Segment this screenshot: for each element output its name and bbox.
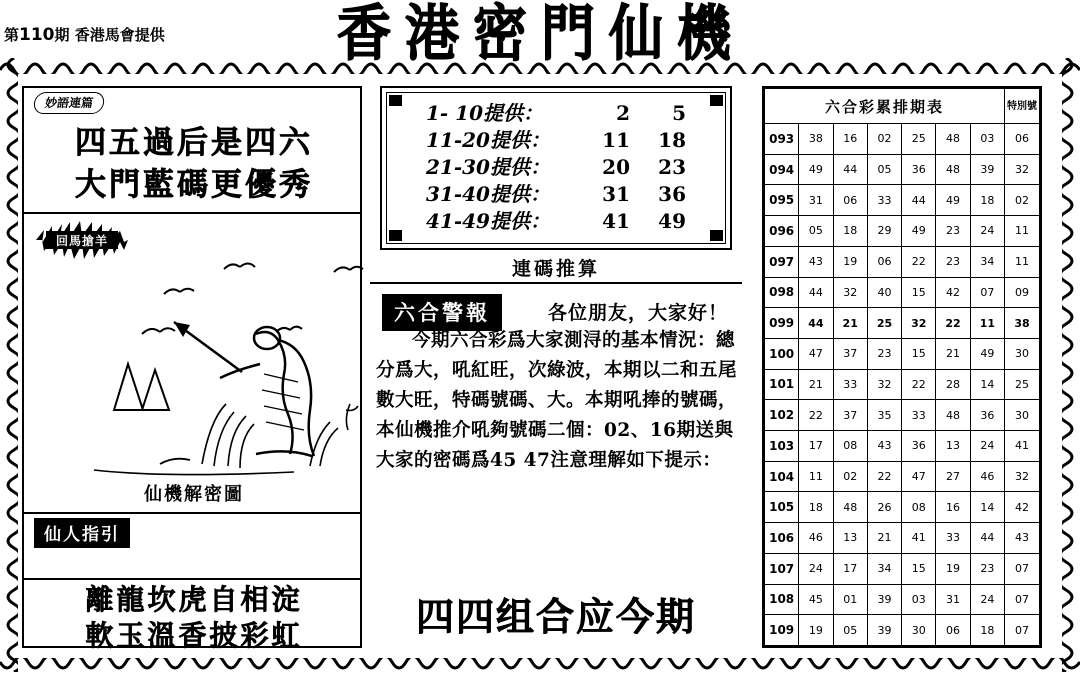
row-number-cell: 28 xyxy=(936,369,970,400)
row-number-cell: 45 xyxy=(799,584,833,615)
table-special-header: 特別號 xyxy=(1005,89,1040,124)
row-special-number: 02 xyxy=(1005,185,1040,216)
row-number-cell: 44 xyxy=(799,277,833,308)
row-special-number: 32 xyxy=(1005,461,1040,492)
row-number-cell: 02 xyxy=(833,461,867,492)
row-number-cell: 42 xyxy=(936,277,970,308)
border-wave-right xyxy=(1062,58,1078,672)
row-number-cell: 31 xyxy=(936,584,970,615)
row-number-cell: 08 xyxy=(833,431,867,462)
row-number-cell: 06 xyxy=(936,615,970,646)
wave-top-svg xyxy=(0,58,1080,74)
starburst-label: 回馬搶羊 xyxy=(55,233,108,248)
row-special-number: 38 xyxy=(1005,308,1040,339)
range-value-2: 5 xyxy=(672,101,686,125)
range-value-1: 11 xyxy=(602,128,630,152)
wave-left-svg xyxy=(2,58,18,672)
row-number-cell: 37 xyxy=(833,338,867,369)
row-number-cell: 22 xyxy=(799,400,833,431)
issue-prefix: 第 xyxy=(4,26,20,44)
row-number-cell: 33 xyxy=(867,185,901,216)
row-number-cell: 13 xyxy=(936,431,970,462)
row-number-cell: 22 xyxy=(902,369,936,400)
row-issue-number: 108 xyxy=(765,584,799,615)
row-number-cell: 48 xyxy=(936,154,970,185)
row-number-cell: 44 xyxy=(970,523,1004,554)
table-title: 六合彩累排期表 xyxy=(765,89,1005,124)
row-issue-number: 101 xyxy=(765,369,799,400)
row-number-cell: 25 xyxy=(902,124,936,155)
content-area xyxy=(18,74,1062,664)
row-number-cell: 41 xyxy=(902,523,936,554)
table-row xyxy=(765,277,1040,308)
range-value-2: 18 xyxy=(658,128,686,152)
table-row xyxy=(765,431,1040,462)
table-row xyxy=(765,584,1040,615)
row-number-cell: 03 xyxy=(902,584,936,615)
page-header xyxy=(0,0,1080,69)
picture-caption: 仙機解密圖 xyxy=(144,484,244,505)
row-number-cell: 33 xyxy=(902,400,936,431)
row-issue-number: 095 xyxy=(765,185,799,216)
table-row xyxy=(765,246,1040,277)
row-number-cell: 32 xyxy=(867,369,901,400)
row-number-cell: 49 xyxy=(902,216,936,247)
row-number-cell: 19 xyxy=(833,246,867,277)
row-issue-number: 106 xyxy=(765,523,799,554)
row-number-cell: 05 xyxy=(867,154,901,185)
range-value-2: 36 xyxy=(658,182,686,206)
row-number-cell: 17 xyxy=(799,431,833,462)
couplet-bottom-line-2: 軟玉溫香披彩虹 xyxy=(85,619,303,652)
row-number-cell: 13 xyxy=(833,523,867,554)
row-number-cell: 06 xyxy=(867,246,901,277)
row-number-cell: 18 xyxy=(833,216,867,247)
row-number-cell: 30 xyxy=(902,615,936,646)
row-number-cell: 38 xyxy=(799,124,833,155)
row-number-cell: 11 xyxy=(799,461,833,492)
table-row xyxy=(765,553,1040,584)
wave-right-svg xyxy=(1062,58,1078,672)
row-number-cell: 35 xyxy=(867,400,901,431)
zhiyin-badge: 仙人指引 xyxy=(34,518,130,548)
row-number-cell: 17 xyxy=(833,553,867,584)
corner-mark-bottom-left xyxy=(389,230,402,241)
body-text: 今期六合彩爲大家測浔的基本情況：總分爲大，吼紅旺，次綠波，本期以二和五尾數大旺，特碼號碼、大。本期吼捧的號碼，本仙機推介吼夠號碼二個：02、16期送與大家的密碼爲45 47注意理解如下提示： xyxy=(376,330,738,471)
row-number-cell: 47 xyxy=(799,338,833,369)
table-row xyxy=(765,185,1040,216)
row-number-cell: 44 xyxy=(902,185,936,216)
range-label: 11-20提供： xyxy=(426,128,550,152)
range-label: 21-30提供： xyxy=(426,155,550,179)
row-special-number: 06 xyxy=(1005,124,1040,155)
row-issue-number: 098 xyxy=(765,277,799,308)
row-number-cell: 02 xyxy=(867,124,901,155)
row-issue-number: 093 xyxy=(765,124,799,155)
row-special-number: 30 xyxy=(1005,338,1040,369)
left-divider-3 xyxy=(24,578,360,580)
row-issue-number: 097 xyxy=(765,246,799,277)
row-number-cell: 32 xyxy=(902,308,936,339)
range-value-1: 41 xyxy=(602,209,630,233)
lotto-table-body xyxy=(765,124,1040,646)
range-row xyxy=(382,181,730,208)
border-wave-top xyxy=(0,58,1080,74)
row-number-cell: 23 xyxy=(867,338,901,369)
row-number-cell: 22 xyxy=(936,308,970,339)
table-row xyxy=(765,369,1040,400)
row-number-cell: 24 xyxy=(970,431,1004,462)
row-number-cell: 40 xyxy=(867,277,901,308)
row-number-cell: 14 xyxy=(970,492,1004,523)
row-number-cell: 39 xyxy=(970,154,1004,185)
row-number-cell: 32 xyxy=(833,277,867,308)
row-number-cell: 18 xyxy=(799,492,833,523)
row-number-cell: 01 xyxy=(833,584,867,615)
row-number-cell: 19 xyxy=(799,615,833,646)
page-title: 香港密門仙機 xyxy=(337,0,745,69)
row-number-cell: 22 xyxy=(867,461,901,492)
row-number-cell: 06 xyxy=(833,185,867,216)
row-number-cell: 23 xyxy=(936,246,970,277)
middle-panel xyxy=(370,86,742,648)
row-number-cell: 31 xyxy=(799,185,833,216)
row-number-cell: 19 xyxy=(936,553,970,584)
table-row xyxy=(765,124,1040,155)
row-number-cell: 33 xyxy=(936,523,970,554)
table-row xyxy=(765,338,1040,369)
row-special-number: 25 xyxy=(1005,369,1040,400)
row-special-number: 43 xyxy=(1005,523,1040,554)
row-special-number: 09 xyxy=(1005,277,1040,308)
lotto-table-panel xyxy=(762,86,1042,648)
row-number-cell: 03 xyxy=(970,124,1004,155)
row-number-cell: 37 xyxy=(833,400,867,431)
row-special-number: 30 xyxy=(1005,400,1040,431)
row-issue-number: 105 xyxy=(765,492,799,523)
issue-suffix: 期 xyxy=(54,26,70,44)
row-number-cell: 15 xyxy=(902,553,936,584)
row-special-number: 07 xyxy=(1005,584,1040,615)
row-issue-number: 102 xyxy=(765,400,799,431)
miaoyu-badge: 妙語連篇 xyxy=(32,92,105,114)
range-list xyxy=(382,100,730,235)
row-number-cell: 48 xyxy=(936,400,970,431)
row-number-cell: 44 xyxy=(799,308,833,339)
row-number-cell: 18 xyxy=(970,185,1004,216)
row-special-number: 41 xyxy=(1005,431,1040,462)
left-panel xyxy=(22,86,362,652)
row-issue-number: 094 xyxy=(765,154,799,185)
row-number-cell: 21 xyxy=(936,338,970,369)
row-number-cell: 49 xyxy=(936,185,970,216)
row-number-cell: 26 xyxy=(867,492,901,523)
row-number-cell: 43 xyxy=(799,246,833,277)
row-issue-number: 096 xyxy=(765,216,799,247)
row-number-cell: 25 xyxy=(867,308,901,339)
row-number-cell: 48 xyxy=(833,492,867,523)
issue-label xyxy=(4,24,165,45)
lianma-label: 連碼推算 xyxy=(511,258,600,280)
row-number-cell: 21 xyxy=(833,308,867,339)
row-issue-number: 107 xyxy=(765,553,799,584)
row-special-number: 32 xyxy=(1005,154,1040,185)
greeting-text: 各位朋友，大家好！ xyxy=(548,302,729,324)
alarm-badge: 六合警報 xyxy=(382,294,502,331)
table-row xyxy=(765,523,1040,554)
row-special-number: 11 xyxy=(1005,216,1040,247)
table-row xyxy=(765,615,1040,646)
row-number-cell: 47 xyxy=(902,461,936,492)
row-number-cell: 05 xyxy=(833,615,867,646)
row-issue-number: 109 xyxy=(765,615,799,646)
table-row xyxy=(765,308,1040,339)
row-issue-number: 103 xyxy=(765,431,799,462)
row-number-cell: 39 xyxy=(867,584,901,615)
row-number-cell: 34 xyxy=(970,246,1004,277)
row-issue-number: 100 xyxy=(765,338,799,369)
range-row xyxy=(382,127,730,154)
range-row xyxy=(382,208,730,235)
row-number-cell: 14 xyxy=(970,369,1004,400)
row-number-cell: 29 xyxy=(867,216,901,247)
row-number-cell: 23 xyxy=(970,553,1004,584)
range-value-2: 49 xyxy=(658,209,686,233)
couplet-top-line-1: 四五過后是四六 xyxy=(75,125,313,161)
corner-mark-top-left xyxy=(389,95,402,106)
row-number-cell: 15 xyxy=(902,277,936,308)
row-number-cell: 48 xyxy=(936,124,970,155)
range-label: 1- 10提供： xyxy=(426,101,544,125)
row-number-cell: 24 xyxy=(970,216,1004,247)
range-value-1: 2 xyxy=(616,101,630,125)
table-row xyxy=(765,154,1040,185)
row-issue-number: 099 xyxy=(765,308,799,339)
row-number-cell: 08 xyxy=(902,492,936,523)
row-number-cell: 43 xyxy=(867,431,901,462)
table-header-row xyxy=(765,89,1040,124)
range-value-1: 20 xyxy=(602,155,630,179)
row-number-cell: 22 xyxy=(902,246,936,277)
row-number-cell: 34 xyxy=(867,553,901,584)
couplet-bottom-line-1: 離龍坎虎自相淀 xyxy=(85,583,303,616)
couplet-bottom xyxy=(24,582,364,654)
couplet-top xyxy=(24,122,364,206)
provider-label: 香港馬會提供 xyxy=(74,26,165,44)
row-number-cell: 11 xyxy=(970,308,1004,339)
table-row xyxy=(765,492,1040,523)
left-divider-2 xyxy=(24,512,360,514)
couplet-top-line-2: 大門藍碼更優秀 xyxy=(75,167,313,203)
row-number-cell: 05 xyxy=(799,216,833,247)
row-number-cell: 21 xyxy=(799,369,833,400)
row-special-number: 07 xyxy=(1005,553,1040,584)
row-number-cell: 46 xyxy=(970,461,1004,492)
row-number-cell: 49 xyxy=(799,154,833,185)
table-row xyxy=(765,216,1040,247)
issue-number: 110 xyxy=(19,25,55,45)
range-value-1: 31 xyxy=(602,182,630,206)
table-row xyxy=(765,461,1040,492)
row-number-cell: 39 xyxy=(867,615,901,646)
row-number-cell: 36 xyxy=(970,400,1004,431)
lotto-table-head xyxy=(765,89,1040,124)
corner-mark-bottom-right xyxy=(710,230,723,241)
range-label: 31-40提供： xyxy=(426,182,550,206)
row-number-cell: 23 xyxy=(936,216,970,247)
starburst-badge xyxy=(36,218,128,262)
bottom-slogan: 四四组合应今期 xyxy=(415,595,696,639)
range-row xyxy=(382,100,730,127)
border-wave-left xyxy=(2,58,18,672)
middle-divider xyxy=(370,282,742,284)
row-number-cell: 24 xyxy=(970,584,1004,615)
row-number-cell: 16 xyxy=(936,492,970,523)
lotto-table xyxy=(764,88,1040,646)
row-number-cell: 18 xyxy=(970,615,1004,646)
row-number-cell: 16 xyxy=(833,124,867,155)
row-issue-number: 104 xyxy=(765,461,799,492)
range-row xyxy=(382,154,730,181)
range-box xyxy=(380,86,732,250)
table-row xyxy=(765,400,1040,431)
row-number-cell: 21 xyxy=(867,523,901,554)
row-special-number: 11 xyxy=(1005,246,1040,277)
row-number-cell: 24 xyxy=(799,553,833,584)
row-special-number: 07 xyxy=(1005,615,1040,646)
row-number-cell: 36 xyxy=(902,431,936,462)
row-number-cell: 46 xyxy=(799,523,833,554)
row-number-cell: 27 xyxy=(936,461,970,492)
row-special-number: 42 xyxy=(1005,492,1040,523)
range-value-2: 23 xyxy=(658,155,686,179)
row-number-cell: 44 xyxy=(833,154,867,185)
row-number-cell: 33 xyxy=(833,369,867,400)
row-number-cell: 15 xyxy=(902,338,936,369)
row-number-cell: 49 xyxy=(970,338,1004,369)
row-number-cell: 36 xyxy=(902,154,936,185)
corner-mark-top-right xyxy=(710,95,723,106)
row-number-cell: 07 xyxy=(970,277,1004,308)
range-label: 41-49提供： xyxy=(426,209,550,233)
